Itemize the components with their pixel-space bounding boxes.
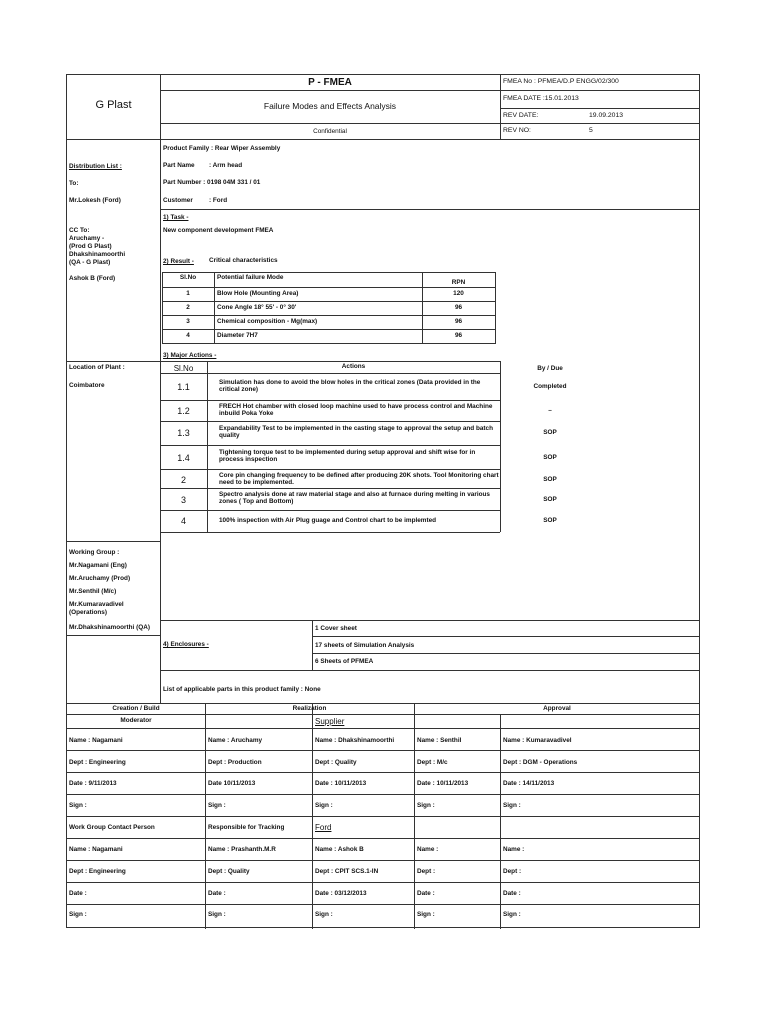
rev-date-label: REV DATE: bbox=[503, 112, 539, 119]
action-by-due: SOP bbox=[543, 429, 557, 436]
action-text: Simulation has done to avoid the blow holes in the critical zones (Data provided in the critical zone) bbox=[219, 379, 481, 394]
signoff-cell: Date : bbox=[503, 890, 521, 897]
result-subtitle: Critical characteristics bbox=[209, 257, 278, 264]
part-name-value: : Arm head bbox=[209, 162, 243, 169]
task-heading: 1) Task - bbox=[163, 214, 189, 221]
signoff-cell: Sign : bbox=[315, 911, 333, 918]
signoff-cell: Name : Nagamani bbox=[69, 737, 123, 744]
signoff-cell: Name : bbox=[503, 846, 525, 853]
signoff-cell: Date : 03/12/2013 bbox=[315, 890, 367, 897]
enclosures-heading: 4) Enclosures - bbox=[163, 641, 209, 648]
to-name: Mr.Lokesh (Ford) bbox=[69, 197, 121, 204]
action-by-due: SOP bbox=[543, 476, 557, 483]
action-text: Tightening torque test to be implemented during setup approval and shift wise for in process inspection bbox=[219, 449, 476, 464]
working-group-member: Mr.Nagamani (Eng) bbox=[69, 562, 127, 569]
approval-header: Approval bbox=[543, 705, 571, 712]
responsible-tracking-label: Responsible for Tracking bbox=[208, 824, 285, 831]
working-group-member: Mr.Kumaravadivel bbox=[69, 601, 124, 608]
signoff-cell: Name : Prashanth.M.R bbox=[208, 846, 276, 853]
action-sl: 1.2 bbox=[177, 406, 190, 416]
location-label: Location of Plant : bbox=[69, 364, 125, 371]
result-sl: 1 bbox=[186, 290, 190, 297]
action-sl: 1.3 bbox=[177, 428, 190, 438]
to-label: To: bbox=[69, 180, 79, 187]
result-col-rpn: RPN bbox=[451, 279, 466, 286]
fmea-cover-sheet bbox=[66, 74, 700, 928]
signoff-cell: Dept : CPIT SCS.1-IN bbox=[315, 868, 379, 875]
signoff-cell: Dept : M/c bbox=[417, 759, 448, 766]
action-text: FRECH Hot chamber with closed loop machine used to have process control and Machine inbuild Poka Yoke bbox=[219, 403, 493, 418]
signoff-cell: Name : Nagamani bbox=[69, 846, 123, 853]
signoff-cell: Dept : Production bbox=[208, 759, 262, 766]
task-text: New component development FMEA bbox=[163, 227, 274, 234]
working-group-member: (Operations) bbox=[69, 609, 107, 616]
enclosure-item: 6 Sheets of PFMEA bbox=[315, 658, 374, 665]
fmea-date: FMEA DATE :15.01.2013 bbox=[503, 95, 579, 102]
supplier-label: Supplier bbox=[315, 717, 345, 726]
ford-label: Ford bbox=[315, 823, 332, 832]
document-title: P - FMEA bbox=[308, 77, 352, 88]
actions-heading: 3) Major Actions - bbox=[163, 352, 217, 359]
product-family: Product Family : Rear Wiper Assembly bbox=[163, 145, 281, 152]
action-by-due: SOP bbox=[543, 517, 557, 524]
rev-no-value: 5 bbox=[589, 127, 593, 134]
part-number: Part Number : 0198 04M 331 / 01 bbox=[163, 179, 261, 186]
result-mode: Cone Angle 18° 55' - 0° 30' bbox=[217, 304, 297, 311]
creation-build-header: Creation / Build bbox=[112, 705, 160, 712]
signoff-cell: Date : bbox=[69, 890, 87, 897]
actions-col-by: By / Due bbox=[537, 365, 563, 372]
signoff-cell: Dept : bbox=[417, 868, 436, 875]
signoff-cell: Name : Aruchamy bbox=[208, 737, 263, 744]
signoff-cell: Sign : bbox=[315, 802, 333, 809]
action-sl: 4 bbox=[180, 516, 186, 526]
applicable-parts: List of applicable parts in this product family : None bbox=[163, 686, 321, 693]
result-rpn: 96 bbox=[454, 318, 463, 325]
enclosure-item: 1 Cover sheet bbox=[315, 625, 357, 632]
signoff-cell: Dept : Quality bbox=[315, 759, 357, 766]
working-group-member: Mr.Aruchamy (Prod) bbox=[69, 575, 131, 582]
signoff-cell: Sign : bbox=[69, 802, 87, 809]
result-col-mode: Potential failure Mode bbox=[217, 274, 284, 281]
location-value: Coimbatore bbox=[69, 382, 105, 389]
working-group-label: Working Group : bbox=[69, 549, 120, 556]
action-by-due: SOP bbox=[543, 454, 557, 461]
signoff-cell: Date : 10/11/2013 bbox=[315, 780, 367, 787]
result-heading: 2) Result - bbox=[163, 258, 194, 265]
customer-label: Customer bbox=[163, 197, 193, 204]
actions-col-sl: Sl.No bbox=[173, 364, 194, 373]
rev-no-label: REV NO: bbox=[503, 127, 531, 134]
cc-line: (Prod G Plast) bbox=[69, 243, 112, 250]
signoff-cell: Date : 10/11/2013 bbox=[417, 780, 469, 787]
enclosure-item: 17 sheets of Simulation Analysis bbox=[315, 642, 415, 649]
distribution-list-label: Distribution List : bbox=[69, 163, 122, 170]
moderator-label: Moderator bbox=[120, 717, 152, 724]
action-text: Spectro analysis done at raw material stage and also at furnace during melting in various zones ( Top and Bottom) bbox=[219, 491, 490, 506]
work-group-contact-label: Work Group Contact Person bbox=[69, 824, 155, 831]
action-by-due: SOP bbox=[543, 496, 557, 503]
cc-ashok: Ashok B (Ford) bbox=[69, 275, 116, 282]
signoff-cell: Name : Ashok B bbox=[315, 846, 364, 853]
signoff-cell: Dept : Engineering bbox=[69, 759, 126, 766]
signoff-cell: Sign : bbox=[69, 911, 87, 918]
signoff-cell: Sign : bbox=[417, 802, 435, 809]
cc-line: (QA - G Plast) bbox=[69, 259, 111, 266]
signoff-cell: Date : 9/11/2013 bbox=[69, 780, 117, 787]
result-sl: 2 bbox=[186, 304, 190, 311]
signoff-cell: Date : bbox=[417, 890, 435, 897]
signoff-cell: Name : Kumaravadivel bbox=[503, 737, 572, 744]
result-mode: Blow Hole (Mounting Area) bbox=[217, 290, 299, 297]
signoff-cell: Dept : Quality bbox=[208, 868, 250, 875]
document-subtitle: Failure Modes and Effects Analysis bbox=[263, 101, 397, 111]
signoff-cell: Sign : bbox=[208, 911, 226, 918]
signoff-cell: Dept : DGM - Operations bbox=[503, 759, 578, 766]
action-sl: 1.4 bbox=[177, 453, 190, 463]
result-col-sl: Sl.No bbox=[179, 274, 197, 281]
actions-col-action: Actions bbox=[341, 363, 366, 370]
action-sl: 2 bbox=[180, 475, 186, 485]
working-group-member: Mr.Senthil (M/c) bbox=[69, 588, 117, 595]
confidential-label: Confidential bbox=[313, 128, 347, 135]
fmea-number: FMEA No : PFMEA/D.P ENGG/02/300 bbox=[503, 78, 619, 85]
signoff-cell: Dept : Engineering bbox=[69, 868, 126, 875]
result-rpn: 96 bbox=[454, 332, 463, 339]
signoff-cell: Sign : bbox=[417, 911, 435, 918]
cc-line: Aruchamy - bbox=[69, 235, 105, 242]
result-sl: 3 bbox=[186, 318, 190, 325]
result-rpn: 96 bbox=[454, 304, 463, 311]
rev-date-value: 19.09.2013 bbox=[589, 112, 624, 119]
action-sl: 3 bbox=[180, 495, 186, 505]
signoff-cell: Name : Dhakshinamoorthi bbox=[315, 737, 395, 744]
signoff-cell: Date : bbox=[208, 890, 226, 897]
signoff-cell: Sign : bbox=[503, 802, 521, 809]
working-group-member: Mr.Dhakshinamoorthi (QA) bbox=[69, 624, 150, 631]
signoff-cell: Dept : bbox=[503, 868, 522, 875]
company-name: G Plast bbox=[95, 99, 132, 111]
signoff-cell: Sign : bbox=[208, 802, 226, 809]
signoff-cell: Sign : bbox=[503, 911, 521, 918]
action-text: Core pin changing frequency to be defined after producing 20K shots. Tool Monitoring chart need to be implemented. bbox=[219, 472, 499, 487]
action-text: 100% inspection with Air Plug guage and Control chart to be implemted bbox=[219, 517, 437, 524]
result-sl: 4 bbox=[186, 332, 190, 339]
action-by-due: – bbox=[548, 407, 552, 414]
result-rpn: 120 bbox=[453, 290, 464, 297]
result-mode: Diameter 7H7 bbox=[217, 332, 258, 339]
action-text: Expandability Test to be implemented in the casting stage to approval the setup and batch quality bbox=[219, 425, 494, 440]
cc-label: CC To: bbox=[69, 227, 90, 234]
part-name-label: Part Name bbox=[163, 162, 195, 169]
signoff-cell: Date : 14/11/2013 bbox=[503, 780, 555, 787]
action-sl: 1.1 bbox=[177, 382, 190, 392]
signoff-cell: Name : Senthil bbox=[417, 737, 462, 744]
cc-line: Dhakshinamoorthi bbox=[69, 251, 126, 258]
action-by-due: Completed bbox=[533, 383, 567, 390]
signoff-cell: Name : bbox=[417, 846, 439, 853]
realization-header: Realization bbox=[292, 705, 327, 712]
result-mode: Chemical composition - Mg(max) bbox=[217, 318, 318, 325]
customer-value: : Ford bbox=[209, 197, 228, 204]
signoff-cell: Date 10/11/2013 bbox=[208, 780, 256, 787]
